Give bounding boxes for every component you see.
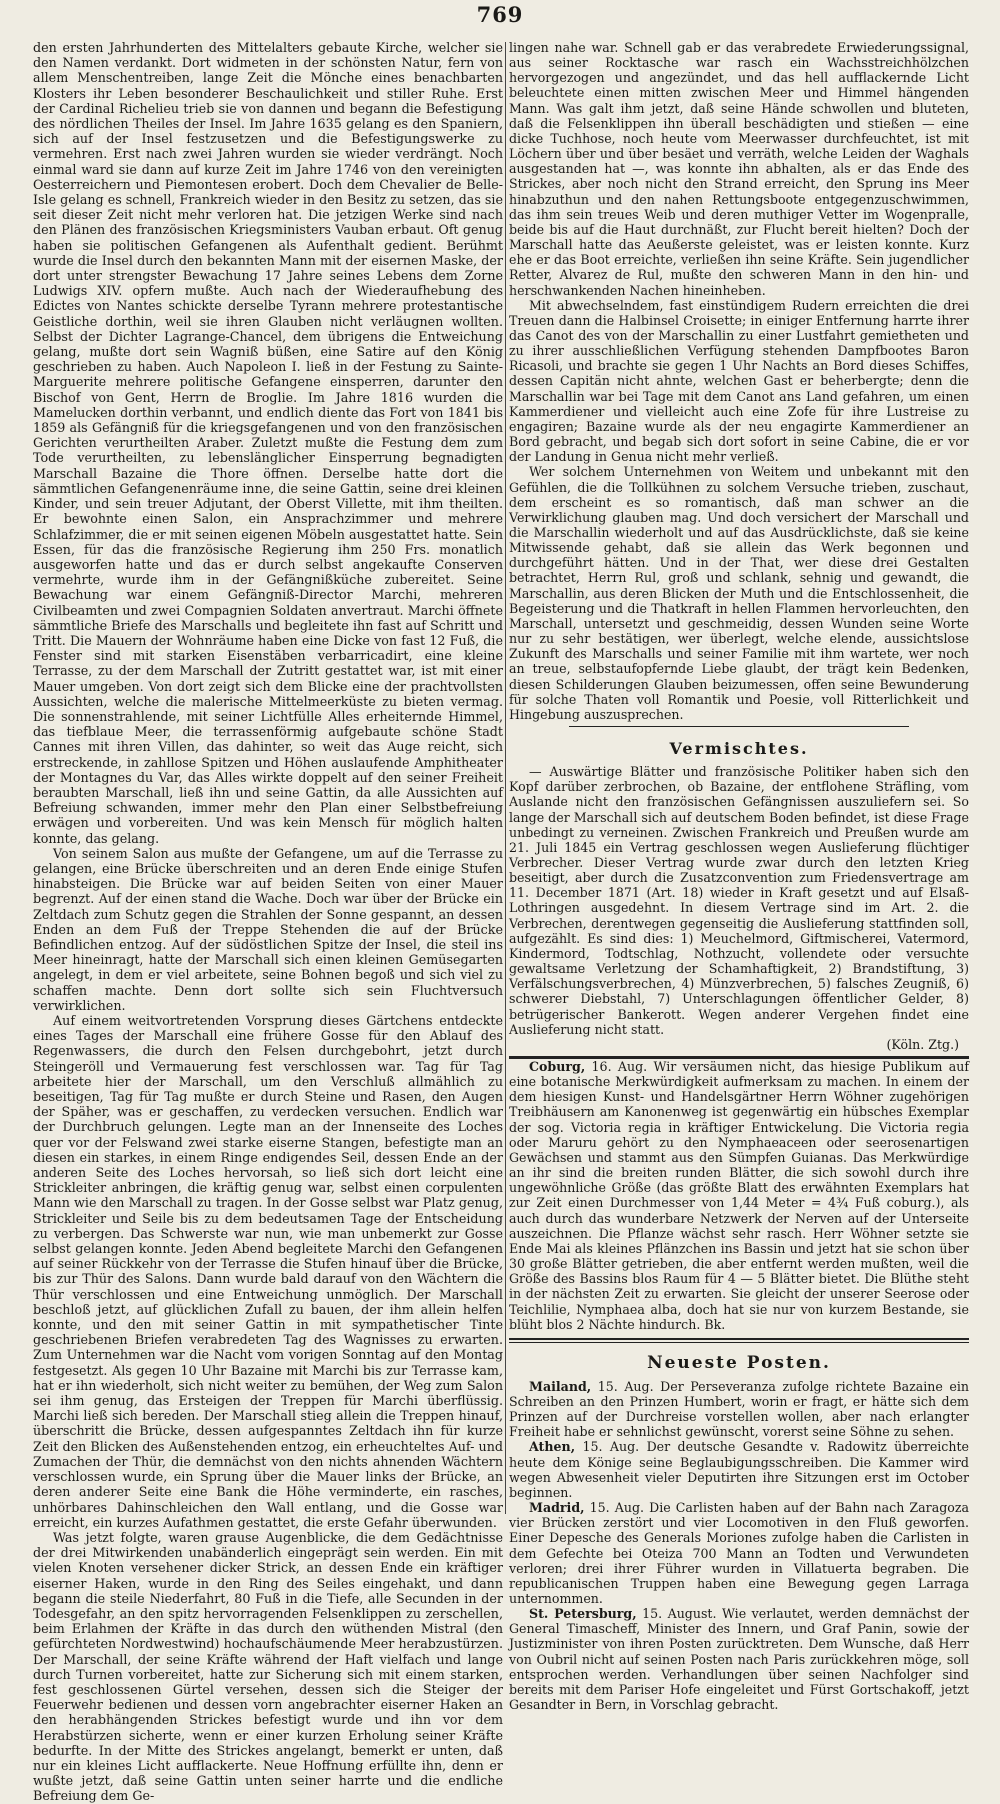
article-paragraph: den ersten Jahrhunderten des Mittelalters gebaute Kirche, welcher sie den Namen verdankt. Dort widmeten in der schönsten Natur, fern von allem Menschentreiben, lange Zeit die Mönche eines benachbarten Klosters ihr Leben besonderer Beschaulichkeit und stiller Ruhe. Erst der Cardinal Richelieu trieb sie von dannen und begann die Befestigung des nördlichen Theiles der Insel. Im Jahre 1635 gelang es den Spaniern, sich auf der Insel festzusetzen und die Befestigungswerke zu vermehren. Erst nach zwei Jahren wurden sie wieder verdrängt. Noch einmal ward sie dann auf kurze Zeit im Jahre 1746 von den vereinigten Oesterreichern und Piemontesen erobert. Doch dem Chevalier de Belle-Isle gelang es schnell, Frankreich wieder in den Besitz zu setzen, das sie seit dieser Zeit nicht mehr verloren hat. Die jetzigen Werke sind nach den Plänen des französischen Kriegsministers Vauban erbaut. Oft genug haben sie politischen Gefangenen als Aufenthalt gedient. Berühmt wurde die Insel durch den bekannten Mann mit der eisernen Maske, der dort unter strengster Bewachung 17 Jahre seines Lebens dem Zorne Ludwigs XIV. opfern mußte. Auch nach der Wiederaufhebung des Edictes von Nantes schickte derselbe Tyrann mehrere protestantische Geistliche dorthin, weil sie ihren Glauben nicht verläugnen wollten. Selbst der Dichter Lagrange-Chancel, dem übrigens die Entweichung gelang, mußte dort sein Wagniß büßen, eine Satire auf den König geschrieben zu haben. Auch Napoleon I. ließ in der Festung zu Sainte-Marguerite mehrere politische Gefangene einsperren, darunter den Bischof von Gent, Herrn de Broglie. Im Jahre 1816 wurden die Mamelucken dorthin verbannt, und endlich diente das Fort von 1841 bis 1859 als Gefängniß für die kriegsgefangenen und von den französischen Gerichten verurtheilten Araber. Zuletzt mußte die Festung dem zum Tode verurtheilten, zu lebenslänglicher Einsperrung begnadigten Marschall Bazaine die Thore öffnen. Derselbe hatte dort die sämmtlichen Gefangenenräume inne, die seine Gattin, seine drei kleinen Kinder, und sein treuer Adjutant, der Oberst Villette, mit ihm theilten. Er bewohnte einen Salon, ein Ansprachzimmer und mehrere Schlafzimmer, die er mit seinen eigenen Möbeln ausgestattet hatte. Sein Essen, für das die französische Regierung ihm 250 Frs. monatlich ausgeworfen hatte und das er durch selbst angekaufte Conserven vermehrte, wurde ihm in der Gefängnißküche zubereitet. Seine Bewachung war einem Gefängniß-Director Marchi, mehreren Civilbeamten und zwei Compagnien Soldaten anvertraut. Marchi öffnete sämmtliche Briefe des Marschalls und begleitete ihn fast auf Schritt und Tritt. Die Mauern der Wohnräume haben eine Dicke von fast 12 Fuß, die Fenster sind mit starken Eisenstäben verbarricadirt, eine kleine Terrasse, zu der dem Marschall der Zutritt gestattet war, ist mit einer Mauer umgeben. Von dort zeigt sich dem Blicke eine der prachtvollsten Aussichten, welche die malerische Mittelmeerküste zu bieten vermag. Die sonnenstrahlende, mit seiner Lichtfülle Alles erheiternde Himmel, das tiefblaue Meer, die terrassenförmig aufgebaute schöne Stadt Cannes mit ihren Villen, das dahinter, so weit das Auge reicht, sich erstreckende, in zahllose Spitzen und Höhen auslaufende Amphitheater der Montagnes du Var, das Alles wirkte doppelt auf den seiner Freiheit beraubten Marschall, ließ ihn und seine Gattin, da alle Aussichten auf Befreiung schwanden, immer mehr den Plan einer Selbstbefreiung erwägen und vorbereiten. Und was kein Mensch für möglich halten konnte, das gelang.: [33, 40, 503, 846]
article-paragraph: Wer solchem Unternehmen von Weitem und unbekannt mit den Gefühlen, die die Tollkühnen zu solchem Versuche trieben, zuschaut, dem erscheint es so romantisch, daß man schwer an die Verwirklichung glauben mag. Und doch versichert der Marschall und die Marschallin wiederholt und auf das Ausdrücklichste, daß sie keine Mitwissende gehabt, daß sie allein das Werk begonnen und durchgeführt hätten. Und in der That, wer diese drei Gestalten betrachtet, Herrn Rul, groß und schlank, sehnig und gewandt, die Marschallin, aus deren Blicken der Muth und die Entschlossenheit, die Begeisterung und die Thatkraft in hellen Flammen hervorleuchten, den Marschall, untersetzt und geschmeidig, dessen Wunden seine Worte nur zu sehr bestätigen, wer überlegt, welche elende, aussichtslose Zukunft des Marschalls und seiner Familie mit ihm wartete, wer noch an treue, selbstaufopfernde Liebe glaubt, der trägt kein Bedenken, diesen Schilderungen Glauben beizumessen, offen seine Bewunderung für solche Thaten voll Romantik und Poesie, voll Ritterlichkeit und Hingebung auszusprechen.: [509, 464, 969, 722]
right-column: [509, 40, 970, 1713]
author-signature: Bk.: [704, 1316, 726, 1332]
news-item: [509, 1379, 969, 1440]
section-rule: [509, 1338, 969, 1343]
dateline-place: St. Petersburg,: [529, 1606, 637, 1622]
article-paragraph: Auf einem weitvortretenden Vorsprung dieses Gärtchens entdeckte eines Tages der Marschall eine frühere Gosse für den Ablauf des Regenwassers, die durch den Felsen durchgebohrt, jetzt durch Steingeröll und Vermauerung fest verschlossen war. Tag für Tag arbeitete hier der Marschall, um den Verschluß allmählich zu beseitigen, Tag für Tag mußte er durch Steine und Rasen, den Augen der Späher, was er geschaffen, zu verdecken versuchen. Endlich war der Durchbruch gelungen. Legte man an der Innenseite des Loches quer vor der Felswand zwei starke eiserne Stangen, befestigte man an diesen ein starkes, in einem Ringe endigendes Seil, dessen Ende an der anderen Seite des Loches hervorsah, so ließ sich dort leicht eine Strickleiter anbringen, die kräftig genug war, selbst einen corpulenten Mann wie den Marschall zu tragen. In der Gosse selbst war Platz genug, Strickleiter und Seile bis zu dem bedeutsamen Tage der Entscheidung zu verbergen. Das Schwerste war nun, wie man unbemerkt zur Gosse selbst gelangen konnte. Jeden Abend begleitete Marchi den Gefangenen auf seiner Rückkehr von der Terrasse die Stufen hinauf über die Brücke, bis zur Thür des Salons. Dann wurde bald darauf von den Wächtern die Thür verschlossen und eine Entweichung unmöglich. Der Marschall beschloß jetzt, auf glücklichen Zufall zu bauen, der ihm allein helfen konnte, und den mit seiner Gattin in mit sympathetischer Tinte geschriebenen Briefen verabredeten Tag des Wagnisses zu erwarten. Zum Unternehmen war die Nacht vom vorigen Sonntag auf den Montag festgesetzt. Als gegen 10 Uhr Bazaine mit Marchi bis zur Terrasse kam, hat er ihn wiederholt, sich nicht weiter zu bemühen, der Weg zum Salon sei ihm genug, das Ersteigen der Treppen für Marchi überflüssig. Marchi ließ sich bereden. Der Marschall stieg allein die Treppen hinauf, überschritt die Brücke, dessen aufgespanntes Zeltdach ihn für kurze Zeit den Blicken des Außenstehenden entzog, ein erheuchteltes Auf- und Zumachen der Thür, die demnächst von den nichts ahnenden Wächtern verschlossen wurde, ein Sprung über die Mauer links der Brücke, an deren anderer Seite eine Bank die Höhe verminderte, ein rasches, unhörbares Dahinschleichen den Wall entlang, und die Gosse war erreicht, ein kurzes Aufathmen gestattet, die erste Gefahr überwunden.: [33, 1013, 503, 1530]
left-column: [33, 40, 503, 1804]
dateline-place: Mailand,: [529, 1378, 592, 1394]
news-item: [509, 1439, 969, 1500]
section-heading-neueste-posten: Neueste Posten.: [647, 1352, 831, 1373]
section-heading-vermischtes: Vermischtes.: [669, 739, 809, 759]
dateline-place: Athen,: [529, 1439, 576, 1455]
page-number: 769: [476, 2, 524, 27]
news-text: 15. Aug. Die Carlisten haben auf der Bahn nach Zaragoza vier Brücken zerstört und vier Locomotiven in den Fluß geworfen. Einer Depesche des Generals Moriones zufolge haben die Carlisten in dem Gefechte bei Oteiza 700 Mann an Todten und Verwundeten verloren; drei ihrer Führer wurden in Villatuerta begraben. Die republicanischen Truppen haben eine Bewegung gegen Larraga unternommen.: [509, 1500, 969, 1606]
dateline-place: Madrid,: [529, 1500, 585, 1516]
news-item: [509, 1500, 969, 1606]
article-paragraph: Mit abwechselndem, fast einstündigem Rudern erreichten die drei Treuen dann die Halbinsel Croisette; in einiger Entfernung harrte ihrer das Canot des von der Marschallin zu einer Lustfahrt gemietheten und zu ihrer ausschließlichen Verfügung stehenden Dampfbootes Baron Ricasoli, und brachte sie gegen 1 Uhr Nachts an Bord dieses Schiffes, dessen Capitän nicht ahnte, welchen Gast er beherbergte; denn die Marschallin war bei Tage mit dem Canot ans Land gefahren, um einen Kammerdiener und vielleicht auch eine Zofe für ihre Lustreise zu engagiren; Bazaine wurde als der neu engagirte Kammerdiener an Bord gebracht, und begab sich dort sofort in seine Cabine, die er vor der Landung in Genua nicht mehr verließ.: [509, 297, 969, 465]
coburg-paragraph: [509, 1059, 969, 1332]
dateline-place: Coburg,: [529, 1059, 586, 1074]
article-paragraph: lingen nahe war. Schnell gab er das verabredete Erwiederungssignal, aus seiner Rocktasche war rasch ein Wachsstreichhölzchen hervorgezogen und angezündet, und das hell aufflackernde Licht beleuchtete einen mitten zwischen Meer und Himmel hängenden Mann. Was galt ihm jetzt, daß seine Hände schwollen und bluteten, daß die Felsenklippen ihn überall beschädigten und stießen — eine dicke Tuchhose, noch heute vom Meerwasser durchfeuchtet, ist mit Löchern über und über besäet und verräth, welche Leiden der Waghals ausgestanden hat —, was konnte ihn abhalten, als er das Ende des Strickes, aber noch nicht den Strand erreicht, den Sprung ins Meer hinabzuthun und den nahen Rettungsboote entgegenzuschwimmen, das ihm sein treues Weib und deren muthiger Vetter im Wogenpralle, beide bis auf die Haut durchnäßt, zur Flucht bereit hielten? Doch der Marschall hatte das Aeußerste geleistet, was er leisten konnte. Kurz ehe er das Boot erreichte, verließen ihn seine Kräfte. Sein jugendlicher Retter, Alvarez de Rul, mußte den schweren Mann in den hin- und herschwankenden Nachen hineinheben.: [509, 40, 969, 298]
news-text: 15. August. Wie verlautet, werden demnächst der General Timascheff, Minister des Innern, und Graf Panin, sowie der Justizminister von ihren Posten zurücktreten. Dem Wunsche, daß Herr von Oubril nicht auf seinen Posten nach Paris zurückkehren möge, soll entsprochen werden. Verhandlungen über seinen Nachfolger sind bereits mit dem Pariser Hofe eingeleitet und Fürst Gortschakoff, jetzt Gesandter in Bern, in Vorschlag gebracht.: [509, 1606, 970, 1713]
vermischtes-paragraph: — Auswärtige Blätter und französische Politiker haben sich den Kopf darüber zerbrochen, ob Bazaine, der entflohene Sträfling, vom Auslande nicht den französischen Gefängnissen auszuliefern sei. So lange der Marschall sich auf deutschem Boden befindet, ist diese Frage unbedingt zu verneinen. Zwischen Frankreich und Preußen wurde am 21. Juli 1845 ein Vertrag geschlossen wegen Auslieferung flüchtiger Verbrecher. Dieser Vertrag wurde zwar durch den letzten Krieg beseitigt, aber durch die Zusatzconvention zum Friedensvertrage am 11. December 1871 (Art. 18) wieder in Kraft gesetzt und auf Elsaß-Lothringen ausgedehnt. In diesem Vertrage sind im Art. 2. die Verbrechen, derentwegen gegenseitig die Auslieferung stattfinden soll, aufgezählt. Es sind dies: 1) Meuchelmord, Giftmischerei, Vatermord, Kindermord, Todtschlag, Nothzucht, vollendete oder versuchte gewaltsame Verletzung der Schamhaftigkeit, 2) Brandstiftung, 3) Verfälschungsverbrechen, 4) Münzverbrechen, 5) falsches Zeugniß, 6) schwerer Diebstahl, 7) Unterschlagungen öffentlicher Gelder, 8) betrügerischer Bankerott. Wegen anderer Vergehen findet eine Auslieferung nicht statt.: [509, 764, 969, 1037]
news-text: 15. Aug. Der Perseveranza zufolge richtete Bazaine ein Schreiben an den Prinzen Humbert, worin er fragt, er hätte sich dem Prinzen auf der Durchreise vorstellen wollen, aber nach erlangter Freiheit habe er sehnlichst gewünscht, vorerst seine Söhne zu sehen.: [509, 1378, 969, 1440]
column-divider: [505, 42, 506, 1514]
article-paragraph: Von seinem Salon aus mußte der Gefangene, um auf die Terrasse zu gelangen, eine Brücke überschreiten und an deren Ende einige Stufen hinabsteigen. Die Brücke war auf beiden Seiten von einer Mauer begrenzt. Auf der einen stand die Wache. Doch war über der Brücke ein Zeltdach zum Schutz gegen die Strahlen der Sonne gespannt, an dessen Enden an dem Fuß der Treppe Stehenden die auf der Brücke Befindlichen entzog. Auf der südöstlichen Spitze der Insel, die steil ins Meer hineinragt, hatte der Marschall sich einen kleinen Gemüsegarten angelegt, in dem er viel arbeitete, seine Bohnen begoß und sich viel zu schaffen machte. Denn dort sollte sich sein Fluchtversuch verwirklichen.: [33, 845, 503, 1013]
coburg-text: 16. Aug. Wir versäumen nicht, das hiesige Publikum auf eine botanische Merkwürdigkeit aufmerksam zu machen. In einem der dem hiesigen Kunst- und Handelsgärtner Herrn Wöhner zugehörigen Treibhäusern am Kanonenweg ist gegenwärtig ein hübsches Exemplar der sog. Victoria regia in kräftiger Entwickelung. Die Victoria regia oder Maruru gehört zu den Nymphaeaceen oder seerosenartigen Gewächsen und stammt aus den Sümpfen Guianas. Das Merkwürdige an ihr sind die breiten runden Blätter, die sich sowohl durch ihre ungewöhnliche Größe (das größte Blatt des erwähnten Exemplars hat zur Zeit einen Durchmesser von 1,44 Meter = 4¾ Fuß coburg.), als auch durch das wunderbare Netzwerk der Nerven auf der Unterseite auszeichnen. Die Pflanze wächst sehr rasch. Herr Wöhner setzte sie Ende Mai als kleines Pflänzchen ins Bassin und jetzt hat sie schon über 30 große Blätter getrieben, die aber entfernt werden mußten, weil die Größe des Bassins blos Raum für 4 — 5 Blätter bietet. Die Blüthe steht in der nächsten Zeit zu erwarten. Sie gleicht der unserer Seerose oder Teichlilie, Nymphaea alba, doch hat sie nur von kurzem Bestande, sie blüht blos 2 Nächte hindurch.: [509, 1059, 969, 1332]
section-rule: [569, 726, 909, 727]
article-paragraph: Was jetzt folgte, waren grause Augenblicke, die dem Gedächtnisse der drei Mitwirkenden unabänderlich eingeprägt sein werden. Ein mit vielen Knoten versehener dicker Strick, an dessen Ende ein kräftiger eiserner Haken, wurde in den Ring des Seiles eingehakt, und dann begann die steile Niederfahrt, 80 Fuß in die Tiefe, alle Secunden in der Todesgefahr, an den spitz hervorragenden Felsenklippen zu zerschellen, beim Erlahmen der Kräfte in das durch den wüthenden Mistral (den gefürchteten Nordwestwind) hochaufschäumende Meer herabzustürzen. Der Marschall, der seine Kräfte während der Haft vielfach und lange durch Turnen vorbereitet, hatte zur Sicherung sich mit einem starken, fest geschlossenen Gürtel versehen, dessen sich die Steiger der Feuerwehr bedienen und dessen vorn angebrachter eiserner Haken an den herabhängenden Strickes befestigt wurde und ihn vor dem Herabstürzen sicherte, wenn er einer kurzen Erholung seiner Kräfte bedurfte. In der Mitte des Strickes angelangt, bemerkt er unten, daß nur ein kleines Licht aufflackerte. Neue Hoffnung erfüllte ihn, denn er wußte jetzt, daß seine Gattin unten seiner harrte und die endliche Befreiung dem Ge-: [33, 1529, 503, 1804]
source-citation: (Köln. Ztg.): [886, 1036, 959, 1052]
news-text: 15. Aug. Der deutsche Gesandte v. Radowitz überreichte heute dem Könige seine Beglaubigungsschreiben. Die Kammer wird wegen Abwesenheit vieler Deputirten ihre Sitzungen erst im October beginnen.: [509, 1439, 969, 1500]
news-item: [509, 1606, 969, 1712]
